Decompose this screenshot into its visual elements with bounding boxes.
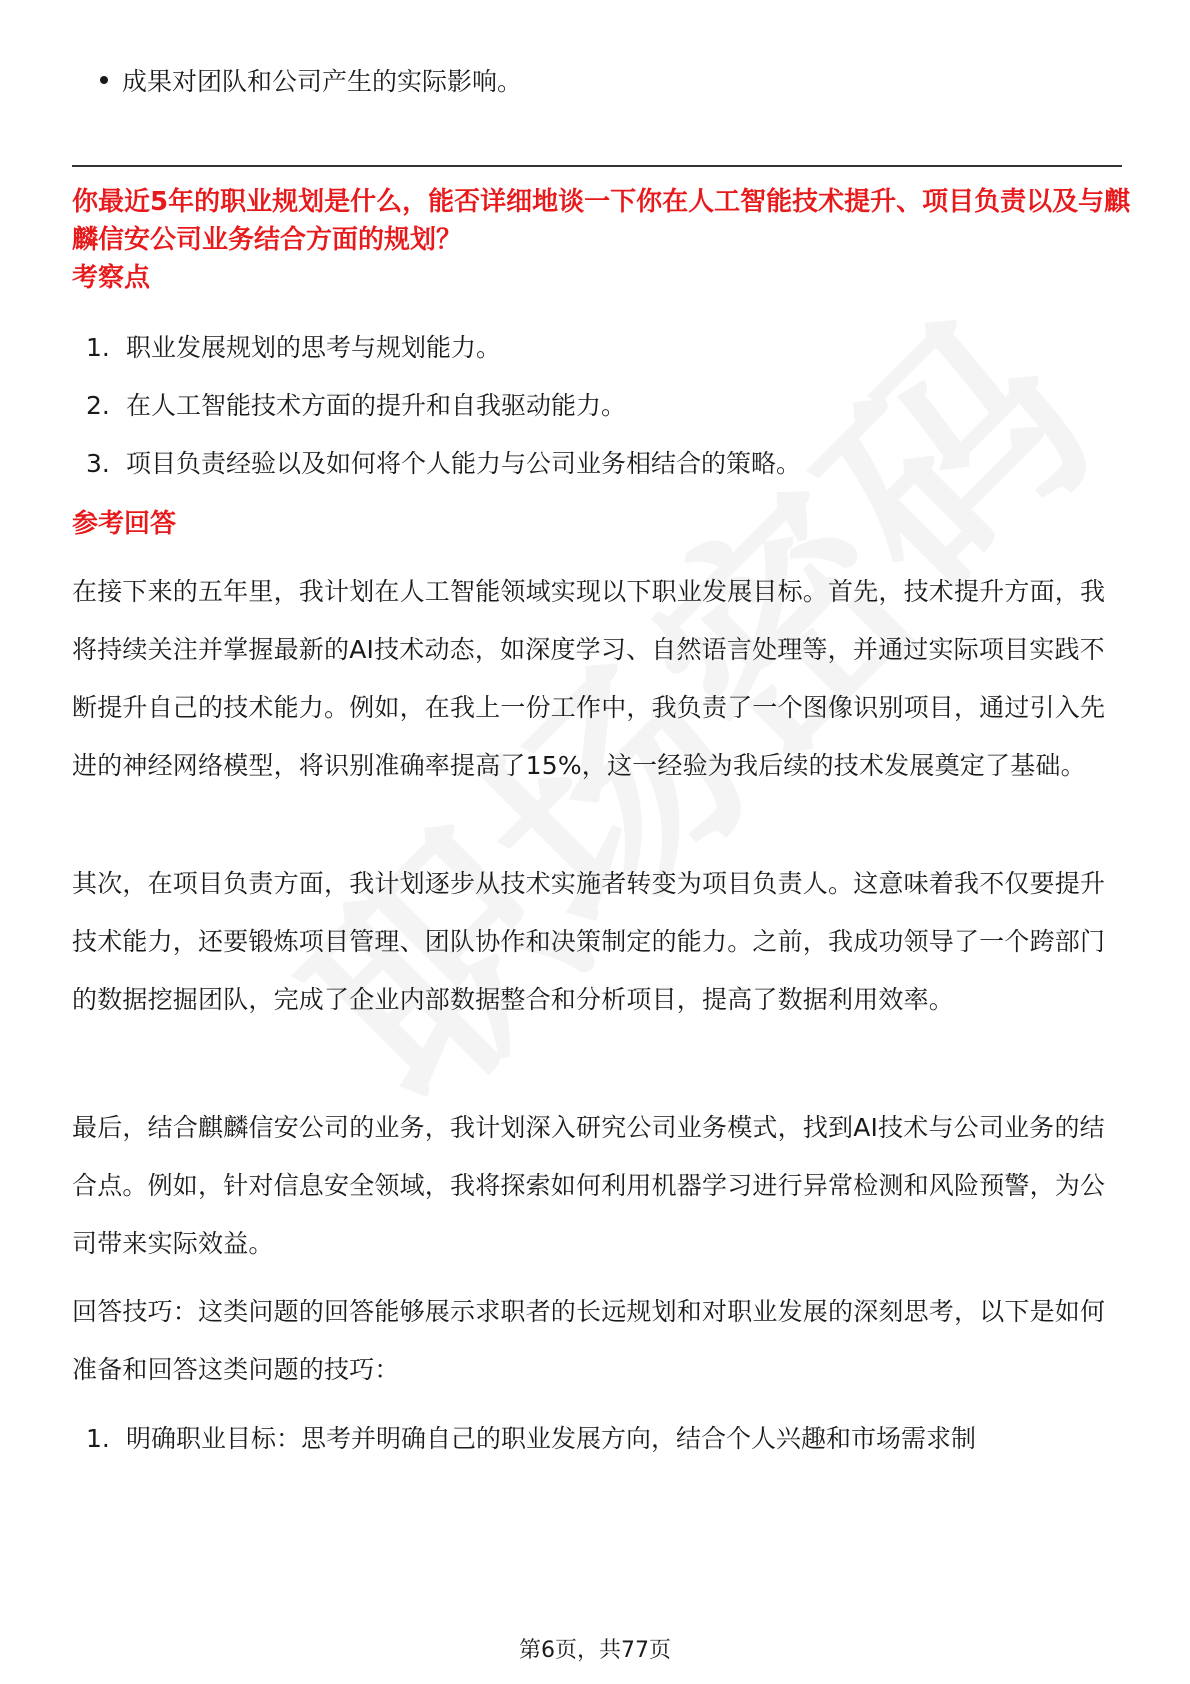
kaochadian-list [86,328,1126,502]
answer-paragraph: 在接下来的五年里，我计划在人工智能领域实现以下职业发展目标。首先，技术提升方面，我将持续关注并掌握最新的AI技术动态，如深度学习、自然语言处理等，并通过实际项目实践不断提升自己的技术能力。例如，在我上一份工作中，我负责了一个图像识别项目，通过引入先进的神经网络模型，将识别准确率提高了15%，这一经验为我后续的技术发展奠定了基础。 [72,577,1106,780]
list-item [86,1419,1126,1477]
list-number: 1. [86,333,110,362]
answer-paragraph: 最后，结合麒麟信安公司的业务，我计划深入研究公司业务模式，找到AI技术与公司业务的结合点。例如，针对信息安全领域，我将探索如何利用机器学习进行异常检测和风险预警，为公司带来实际效益。 [72,1113,1106,1258]
bullet-text: 成果对团队和公司产生的实际影响。 [122,67,523,96]
question-heading: 你最近5年的职业规划是什么，能否详细地谈一下你在人工智能技术提升、项目负责以及与麒麟信安公司业务结合方面的规划？ [72,187,1131,255]
list-text: 项目负责经验以及如何将个人能力与公司业务相结合的策略。 [126,449,802,478]
list-number: 1. [86,1424,110,1453]
bullet-item [100,62,522,102]
answer-paragraph: 其次，在项目负责方面，我计划逐步从技术实施者转变为项目负责人。这意味着我不仅要提升技术能力，还要锻炼项目管理、团队协作和决策制定的能力。之前，我成功领导了一个跨部门的数据挖掘团队，完成了企业内部数据整合和分析项目，提高了数据利用效率。 [72,869,1106,1014]
list-text: 在人工智能技术方面的提升和自我驱动能力。 [126,391,627,420]
list-number: 2. [86,391,110,420]
page-footer: 第6页，共77页 [519,1638,671,1663]
list-number: 3. [86,449,110,478]
list-item [86,444,1126,502]
section-title-kaochadian: 考察点 [72,263,151,293]
list-text: 职业发展规划的思考与规划能力。 [126,333,502,362]
tips-list [86,1419,1126,1477]
list-item [86,386,1126,444]
list-item [86,328,1126,386]
list-text: 明确职业目标：思考并明确自己的职业发展方向，结合个人兴趣和市场需求制 [126,1424,977,1453]
tips-paragraph: 回答技巧：这类问题的回答能够展示求职者的长远规划和对职业发展的深刻思考，以下是如何准备和回答这类问题的技巧： [72,1297,1106,1384]
section-title-cankao: 参考回答 [72,509,177,539]
bullet-dot-icon [100,76,108,84]
divider [72,165,1122,167]
